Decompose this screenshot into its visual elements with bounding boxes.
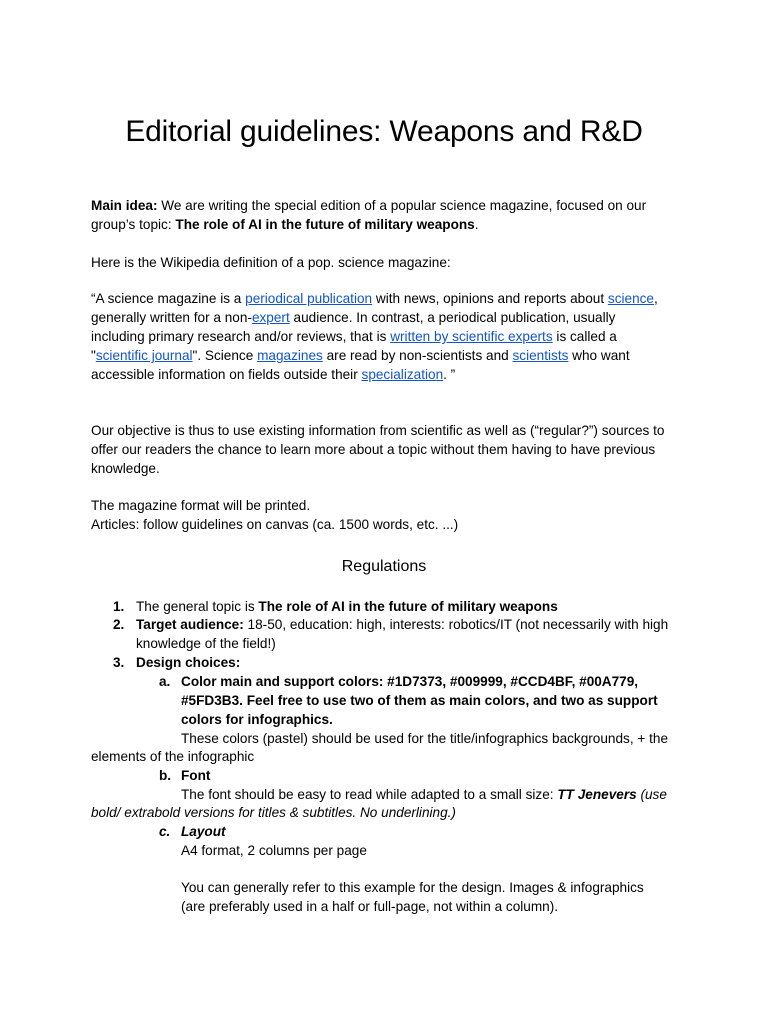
font-name: TT Jenevers — [557, 787, 637, 802]
objective-paragraph — [91, 421, 701, 478]
colors-line-2: #5FD3B3. Feel free to use two of them as main colors, and two as support — [181, 693, 658, 708]
quote-text: audience. In contrast, a periodical publication, usually — [289, 310, 616, 325]
main-idea-paragraph — [91, 196, 691, 234]
link-expert[interactable]: expert — [251, 310, 290, 325]
sub-letter: c. — [159, 824, 171, 839]
link-written-by-scientific-experts[interactable]: written by scientific experts — [390, 329, 553, 344]
wiki-intro: Here is the Wikipedia definition of a pop. science magazine: — [91, 255, 451, 270]
list-number: 1. — [113, 599, 125, 614]
colors-line-1: Color main and support colors: #1D7373, #009999, #CCD4BF, #00A779, — [181, 674, 639, 689]
quote-text: . ” — [443, 367, 456, 382]
quote-text: " — [91, 348, 96, 363]
quote-text: including primary research and/or reviews, that is — [91, 329, 391, 344]
link-specialization[interactable]: specialization — [361, 367, 444, 382]
layout-label: Layout — [181, 824, 226, 839]
font-text — [181, 785, 667, 804]
target-audience-label: Target audience: — [136, 617, 244, 632]
link-magazines[interactable]: magazines — [257, 348, 323, 363]
link-scientists[interactable]: scientists — [512, 348, 569, 363]
objective-line: knowledge. — [91, 461, 160, 476]
colors-desc-2: elements of the infographic — [91, 749, 255, 764]
regulation-item-2 — [136, 615, 668, 634]
sub-letter: b. — [159, 768, 172, 783]
quote-text: are read by non-scientists and — [322, 348, 513, 363]
design-choices-label: Design choices: — [136, 655, 241, 670]
articles-line: Articles: follow guidelines on canvas (ca. 1500 words, etc. ...) — [91, 517, 459, 532]
link-scientific-journal[interactable]: scientific journal — [95, 348, 193, 363]
font-text-part: The font should be easy to read while adapted to a small size: — [181, 787, 558, 802]
main-idea-topic: The role of AI in the future of military weapons — [175, 217, 475, 232]
format-line: The magazine format will be printed. — [91, 498, 311, 513]
item-topic: The role of AI in the future of military weapons — [258, 599, 558, 614]
layout-text-1: A4 format, 2 columns per page — [181, 843, 367, 858]
link-science[interactable]: science — [607, 291, 654, 306]
quote-text: , — [653, 291, 658, 306]
colors-desc-1: These colors (pastel) should be used for the title/infographics backgrounds, + the — [181, 731, 669, 746]
font-label: Font — [181, 768, 211, 783]
target-audience-text: 18-50, education: high, interests: robotics/IT (not necessarily with high — [243, 617, 669, 632]
wiki-quote — [91, 289, 701, 384]
main-idea-end: . — [474, 217, 479, 232]
regulation-item-1 — [136, 597, 558, 616]
main-idea-text-2: group’s topic: — [91, 217, 176, 232]
font-note: (use — [636, 787, 667, 802]
regulations-heading: Regulations — [341, 558, 427, 575]
layout-text-3: (are preferably used in a half or full-page, not within a column). — [181, 899, 559, 914]
sub-letter: a. — [159, 674, 171, 689]
quote-text: “A science magazine is a — [91, 291, 246, 306]
list-number: 3. — [113, 655, 125, 670]
page-title: Editorial guidelines: Weapons and R&D — [125, 115, 643, 148]
link-periodical-publication[interactable]: periodical publication — [245, 291, 373, 306]
main-idea-text: We are writing the special edition of a popular science magazine, focused on our — [157, 198, 647, 213]
quote-text: generally written for a non- — [91, 310, 252, 325]
quote-text: is called a — [552, 329, 617, 344]
objective-line: Our objective is thus to use existing information from scientific as well as (“regular?”) sources to — [91, 423, 665, 438]
layout-text-2: You can generally refer to this example for the design. Images & infographics — [181, 880, 644, 895]
regulation-item-2-cont: knowledge of the field!) — [136, 636, 276, 651]
main-idea-label: Main idea: — [91, 198, 158, 213]
quote-text: with news, opinions and reports about — [372, 291, 608, 306]
list-number: 2. — [113, 617, 125, 632]
quote-text: accessible information on fields outside their — [91, 367, 362, 382]
font-note-cont: bold/ extrabold versions for titles & subtitles. No underlining.) — [91, 805, 456, 820]
objective-line: offer our readers the chance to learn more about a topic without them having to have previous — [91, 442, 656, 457]
item-text: The general topic is — [136, 599, 259, 614]
colors-line-3: colors for infographics. — [181, 712, 333, 727]
quote-text: who want — [568, 348, 630, 363]
quote-text: ". Science — [192, 348, 258, 363]
